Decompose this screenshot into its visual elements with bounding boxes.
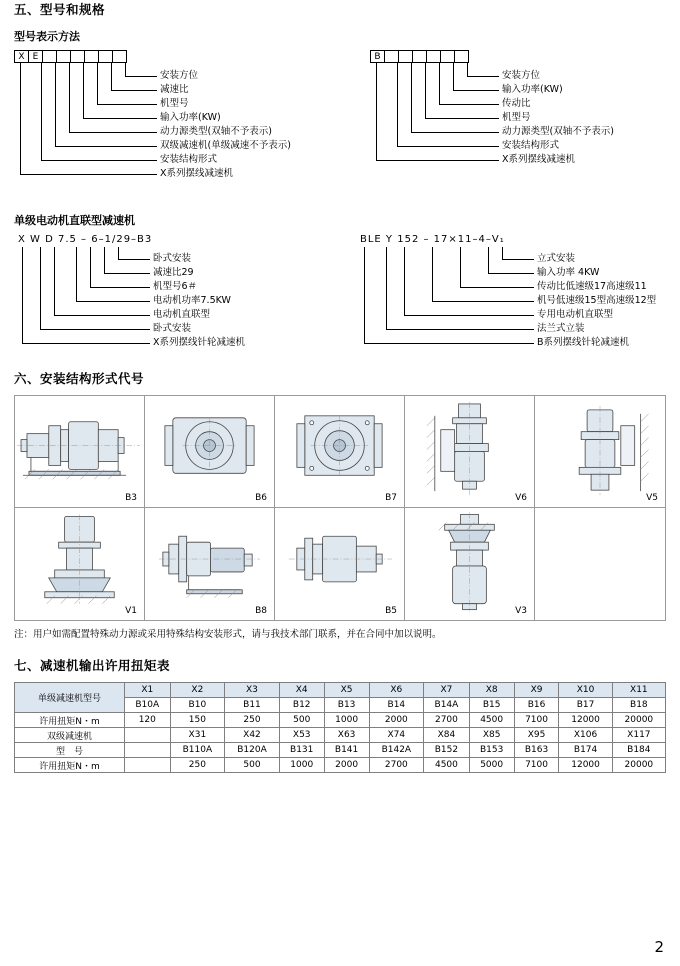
legend-group-x: [14, 63, 291, 183]
legend-text: 安装方位: [160, 70, 199, 81]
model-code-block-x-series: [14, 50, 291, 183]
table-row: [15, 743, 666, 758]
legend-text: B系列摆线针轮减速机: [537, 337, 630, 348]
table-cell: X7: [424, 683, 470, 698]
table-cell: X42: [225, 728, 280, 743]
legend-text: 安装方位: [502, 70, 541, 81]
figure-label: B3: [125, 493, 137, 503]
figure-cell-v3: [405, 508, 535, 620]
table-cell: B14A: [424, 698, 470, 713]
figure-cell-b5: [275, 508, 405, 620]
row-label: 双级减速机: [15, 728, 125, 743]
table-cell: 250: [225, 713, 280, 728]
figure-cell-b3: [15, 396, 145, 508]
table-row: [15, 758, 666, 773]
figure-cell-b6: [145, 396, 275, 508]
code-box: [384, 50, 399, 63]
table-cell: X4: [279, 683, 324, 698]
table-cell: 2000: [324, 758, 369, 773]
table-cell: B18: [612, 698, 665, 713]
legend-text: 法兰式立装: [537, 323, 585, 334]
model-code-block-b-series: [370, 50, 614, 173]
legend-text: 机型号: [160, 98, 189, 109]
table-cell: X2: [170, 683, 225, 698]
section-title-five: 五、型号和规格: [14, 2, 106, 17]
table-cell: X31: [170, 728, 225, 743]
code-boxes-b: [370, 50, 468, 63]
legend-text: 输入功率(KW): [502, 84, 563, 95]
figure-label: V1: [125, 606, 137, 616]
legend-text: X系列摆线减速机: [160, 168, 234, 179]
figure-note: 注：用户如需配置特殊动力源或采用特殊结构安装形式，请与我技术部门联系，并在合同中加以说明。: [14, 629, 442, 640]
table-cell: 12000: [559, 758, 612, 773]
code-box: [112, 50, 127, 63]
model-code-diagram-row-1: [14, 50, 666, 200]
legend-text: 双级减速机(单级减速不予表示): [160, 140, 291, 151]
table-cell: X8: [469, 683, 514, 698]
gearbox-horizontal-flange-shaft-icon: [275, 508, 404, 620]
legend-text: 动力源类型(双轴不予表示): [502, 126, 614, 137]
table-cell: B131: [279, 743, 324, 758]
table-cell: X3: [225, 683, 280, 698]
table-cell: X74: [369, 728, 424, 743]
table-cell: [125, 758, 171, 773]
table-cell: B11: [225, 698, 280, 713]
table-cell: B12: [279, 698, 324, 713]
table-cell: B10A: [125, 698, 171, 713]
table-cell: B17: [559, 698, 612, 713]
table-cell: X117: [612, 728, 665, 743]
table-cell: B14: [369, 698, 424, 713]
row-label: 单级减速机型号: [15, 683, 125, 713]
legend-text: X系列摆线减速机: [502, 154, 576, 165]
figure-cell-v5: [535, 396, 665, 508]
subsection-title-model-code: 型号表示方法: [14, 30, 80, 43]
table-cell: 2700: [424, 713, 470, 728]
table-row: [15, 713, 666, 728]
legend-text: 卧式安装: [153, 253, 192, 264]
table-cell: 4500: [424, 758, 470, 773]
code-box: B: [370, 50, 385, 63]
figure-label: B6: [255, 493, 267, 503]
table-cell: B15: [469, 698, 514, 713]
model-code-text-ble: BLE Y 152 – 17×11–4–V₁: [360, 234, 505, 245]
subsection-title-direct-motor: 单级电动机直联型减速机: [14, 214, 135, 227]
table-cell: 1000: [324, 713, 369, 728]
table-cell: B16: [514, 698, 559, 713]
table-cell: 7100: [514, 713, 559, 728]
table-row: [15, 683, 666, 698]
legend-text: 立式安装: [537, 253, 576, 264]
table-cell: 500: [225, 758, 280, 773]
legend-text: 输入功率(KW): [160, 112, 221, 123]
table-cell: 2000: [369, 713, 424, 728]
table-cell: 20000: [612, 758, 665, 773]
table-row: [15, 728, 666, 743]
code-box: [426, 50, 441, 63]
torque-table: [14, 682, 666, 773]
code-box: [42, 50, 57, 63]
code-box: E: [28, 50, 43, 63]
figure-label: B5: [385, 606, 397, 616]
legend-text: 电动机功率7.5KW: [153, 295, 231, 306]
legend-text: 电动机直联型: [153, 309, 211, 320]
model-code-block-xwd: [18, 234, 246, 355]
section-title-seven: 七、减速机输出许用扭矩表: [14, 658, 171, 673]
code-box: [84, 50, 99, 63]
table-cell: 5000: [469, 758, 514, 773]
code-box: [398, 50, 413, 63]
table-cell: X53: [279, 728, 324, 743]
legend-text: 减速比: [160, 84, 189, 95]
table-cell: X1: [125, 683, 171, 698]
table-cell: X5: [324, 683, 369, 698]
table-cell: B174: [559, 743, 612, 758]
table-cell: B152: [424, 743, 470, 758]
gearbox-vertical-motor-down-icon: [405, 508, 534, 620]
legend-group-ble: [360, 247, 657, 355]
code-boxes-x: [14, 50, 126, 63]
legend-text: X系列摆线针轮减速机: [153, 337, 246, 348]
legend-text: 机型号6＃: [153, 281, 198, 292]
table-cell: 250: [170, 758, 225, 773]
legend-text: 动力源类型(双轴不予表示): [160, 126, 272, 137]
legend-text: 安装结构形式: [160, 154, 218, 165]
legend-text: 安装结构形式: [502, 140, 560, 151]
figure-label: B7: [385, 493, 397, 503]
table-cell: X85: [469, 728, 514, 743]
section-title-six: 六、安装结构形式代号: [14, 371, 145, 386]
legend-text: 卧式安装: [153, 323, 192, 334]
code-box: X: [14, 50, 29, 63]
table-cell: 4500: [469, 713, 514, 728]
figure-label: V5: [646, 493, 658, 503]
table-cell: B13: [324, 698, 369, 713]
table-cell: B10: [170, 698, 225, 713]
legend-group-xwd: [18, 247, 246, 355]
legend-text: 传动比低速级17高速级11: [537, 281, 647, 292]
table-cell: X9: [514, 683, 559, 698]
legend-text: 机型号: [502, 112, 531, 123]
legend-text: 专用电动机直联型: [537, 309, 614, 320]
table-cell: 7100: [514, 758, 559, 773]
code-box: [440, 50, 455, 63]
legend-text: 输入功率 4KW: [537, 267, 600, 278]
legend-text: 传动比: [502, 98, 531, 109]
figure-label: V6: [515, 493, 527, 503]
table-cell: X10: [559, 683, 612, 698]
code-box: [454, 50, 469, 63]
table-cell: B141: [324, 743, 369, 758]
model-code-diagram-row-2: [14, 234, 666, 359]
table-cell: 2700: [369, 758, 424, 773]
row-label: 许用扭矩N・m: [15, 713, 125, 728]
legend-text: 机号低速级15型高速级12型: [537, 295, 657, 306]
table-cell: B110A: [170, 743, 225, 758]
code-box: [98, 50, 113, 63]
table-cell: 1000: [279, 758, 324, 773]
code-box: [70, 50, 85, 63]
table-cell: X95: [514, 728, 559, 743]
gearbox-flange-front-view-icon: [145, 396, 274, 507]
table-cell: 20000: [612, 713, 665, 728]
table-cell: X11: [612, 683, 665, 698]
figure-label: V3: [515, 606, 527, 616]
model-code-text-xwd: X W D 7.5 – 6–1/29–B3: [18, 234, 153, 245]
gearbox-vertical-flange-motor-up-icon: [15, 508, 144, 620]
figure-cell-v6: [405, 396, 535, 508]
gearbox-horizontal-flange-motor-icon: [145, 508, 274, 620]
page-number: 2: [654, 938, 664, 956]
model-code-block-ble: [360, 234, 657, 355]
table-cell: B120A: [225, 743, 280, 758]
mounting-structure-figure-grid: [14, 395, 666, 621]
table-cell: [125, 743, 171, 758]
table-cell: B163: [514, 743, 559, 758]
code-box: [56, 50, 71, 63]
code-box: [412, 50, 427, 63]
table-cell: X6: [369, 683, 424, 698]
figure-cell-b8: [145, 508, 275, 620]
figure-label: B8: [255, 606, 267, 616]
table-cell: 12000: [559, 713, 612, 728]
gearbox-flange-square-icon: [275, 396, 404, 507]
row-label: 许用扭矩N・m: [15, 758, 125, 773]
table-cell: 500: [279, 713, 324, 728]
figure-cell-v1: [15, 508, 145, 620]
table-cell: B153: [469, 743, 514, 758]
gearbox-vertical-up-icon: [535, 396, 665, 507]
table-cell: 120: [125, 713, 171, 728]
table-cell: [125, 728, 171, 743]
table-cell: X63: [324, 728, 369, 743]
table-cell: B142A: [369, 743, 424, 758]
table-cell: 150: [170, 713, 225, 728]
table-cell: X84: [424, 728, 470, 743]
table-cell: B184: [612, 743, 665, 758]
legend-group-b: [370, 63, 614, 173]
row-label: 型 号: [15, 743, 125, 758]
gearbox-vertical-down-icon: [405, 396, 534, 507]
table-cell: X106: [559, 728, 612, 743]
gearbox-horizontal-foot-mount-icon: [15, 396, 144, 507]
figure-cell-b7: [275, 396, 405, 508]
legend-text: 减速比29: [153, 267, 194, 278]
